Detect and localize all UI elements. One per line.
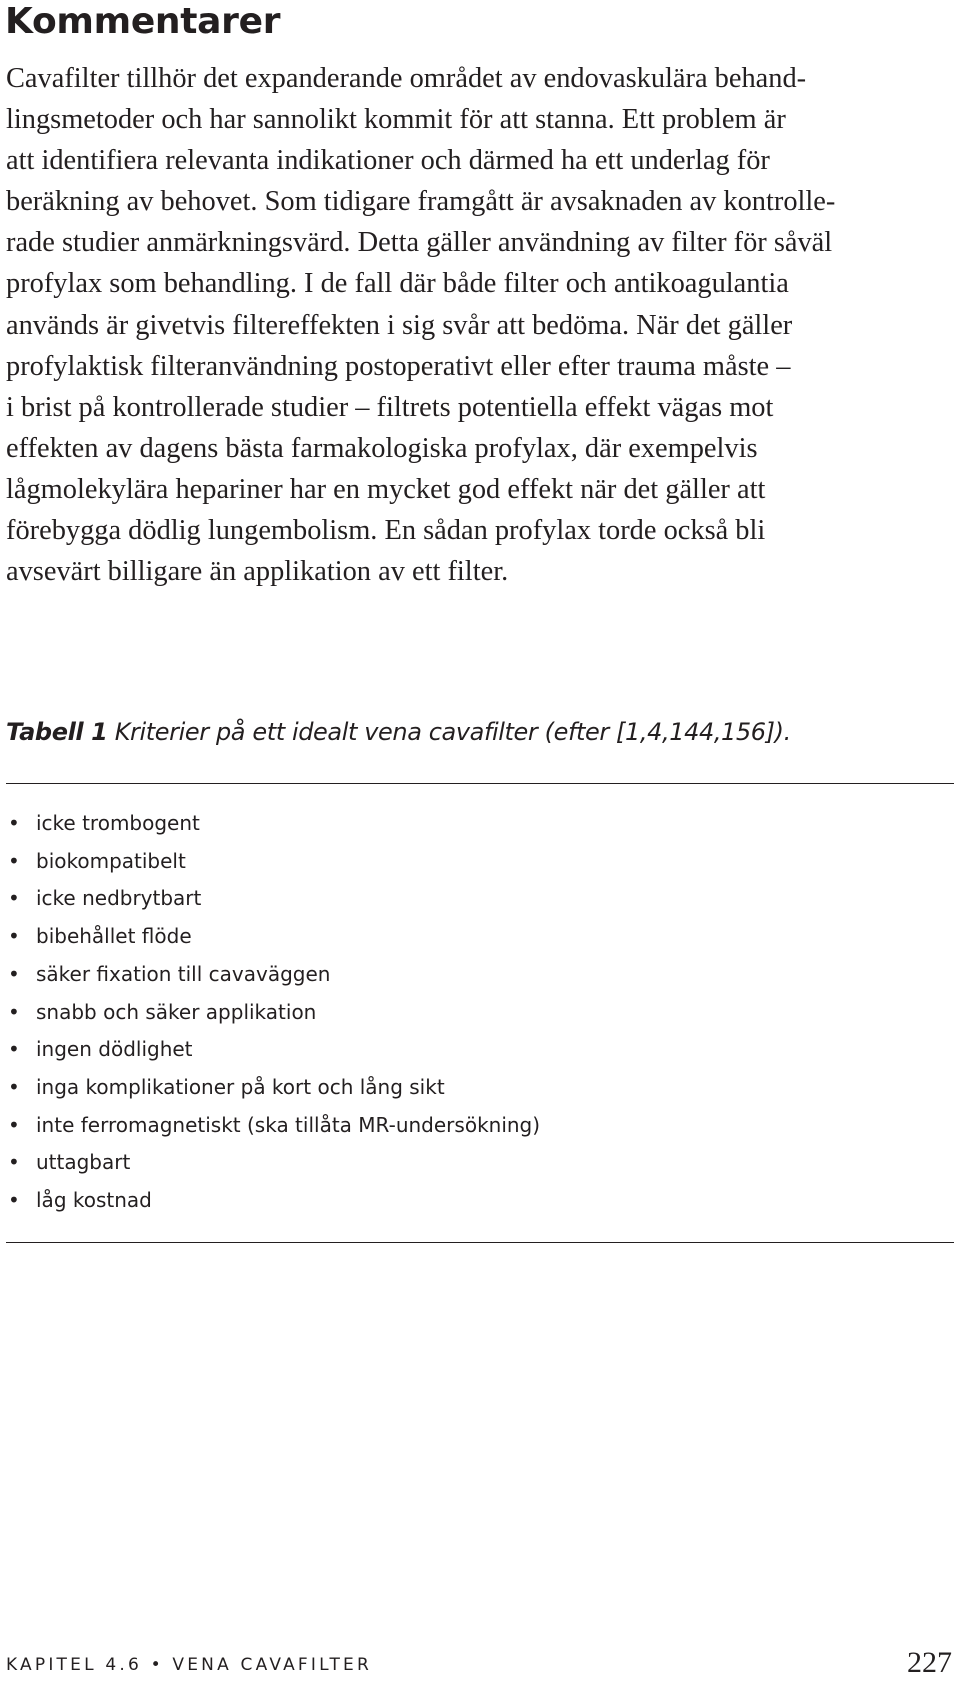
list-item-text: bibehållet flöde: [36, 924, 192, 949]
bullet: •: [8, 1188, 20, 1213]
paragraph-line: att identifiera relevanta indikationer och därmed ha ett underlag för: [6, 145, 770, 177]
bullet: •: [8, 999, 20, 1024]
bullet: •: [8, 1074, 20, 1099]
list-item: [6, 918, 540, 956]
list-item-text: icke nedbrytbart: [36, 886, 202, 911]
bullet: •: [8, 886, 20, 911]
paragraph-line: Cavafilter tillhör det expanderande området av endovaskulära behand-: [6, 63, 807, 94]
paragraph-line: profylaktisk filteranvändning postoperativt eller efter trauma måste –: [6, 350, 791, 382]
bullet: •: [8, 924, 20, 949]
bullet: •: [8, 961, 20, 986]
table-caption: [6, 716, 791, 748]
bullet: •: [8, 848, 20, 873]
page-number: 227: [907, 1646, 952, 1679]
bullet: •: [8, 1150, 20, 1175]
paragraph-line: beräkning av behovet. Som tidigare framgått är avsaknaden av kontrolle-: [6, 186, 836, 218]
list-item: [6, 1031, 540, 1069]
paragraph-line: i brist på kontrollerade studier – filtrets potentiella effekt vägas mot: [6, 391, 774, 423]
paragraph-line: lingsmetoder och har sannolikt kommit för att stanna. Ett problem är: [6, 104, 786, 136]
list-item-text: låg kostnad: [36, 1188, 152, 1213]
list-item-text: biokompatibelt: [36, 848, 186, 873]
list-item-text: ingen dödlighet: [36, 1037, 193, 1062]
paragraph-line: lågmolekylära hepariner har en mycket god effekt när det gäller att: [6, 473, 766, 505]
list-item: [6, 956, 540, 994]
list-item: [6, 1182, 540, 1220]
table-label: Tabell 1: [6, 718, 108, 746]
paragraph-line: förebygga dödlig lungembolism. En sådan profylax torde också bli: [6, 515, 766, 547]
list-item-text: säker fixation till cavaväggen: [36, 961, 331, 986]
list-item: [6, 805, 540, 843]
bullet: •: [8, 1037, 20, 1062]
paragraph-line: profylax som behandling. I de fall där både filter och antikoagulantia: [6, 268, 789, 300]
paragraph-line: avsevärt billigare än applikation av ett filter.: [6, 556, 509, 588]
list-item: [6, 1144, 540, 1182]
list-item: [6, 994, 540, 1032]
running-footer: KAPITEL 4.6 • VENA CAVAFILTER: [6, 1655, 372, 1675]
list-item-text: icke trombogent: [36, 811, 200, 835]
bullet: •: [8, 1112, 20, 1137]
table-bottom-rule: [6, 1242, 954, 1243]
list-item-text: inte ferromagnetiskt (ska tillåta MR-undersökning): [36, 1112, 541, 1137]
list-item: [6, 880, 540, 918]
bullet: •: [8, 811, 20, 835]
paragraph-line: rade studier anmärkningsvärd. Detta gäller användning av filter för såväl: [6, 227, 833, 259]
list-item: [6, 843, 540, 881]
paragraph-line: effekten av dagens bästa farmakologiska profylax, där exempelvis: [6, 432, 758, 464]
table-caption-text: Kriterier på ett idealt vena cavafilter (efter [1,4,144,156]).: [107, 718, 791, 746]
criteria-list: [6, 805, 540, 1220]
table-top-rule: [6, 783, 954, 784]
body-paragraph: [6, 58, 946, 592]
paragraph-line: används är givetvis filtereffekten i sig svår att bedöma. När det gäller: [6, 309, 793, 341]
list-item: [6, 1069, 540, 1107]
list-item-text: uttagbart: [36, 1150, 131, 1175]
list-item-text: snabb och säker applikation: [36, 999, 317, 1024]
list-item: [6, 1107, 540, 1145]
page-heading: Kommentarer: [5, 1, 281, 42]
list-item-text: inga komplikationer på kort och lång sikt: [36, 1074, 445, 1099]
